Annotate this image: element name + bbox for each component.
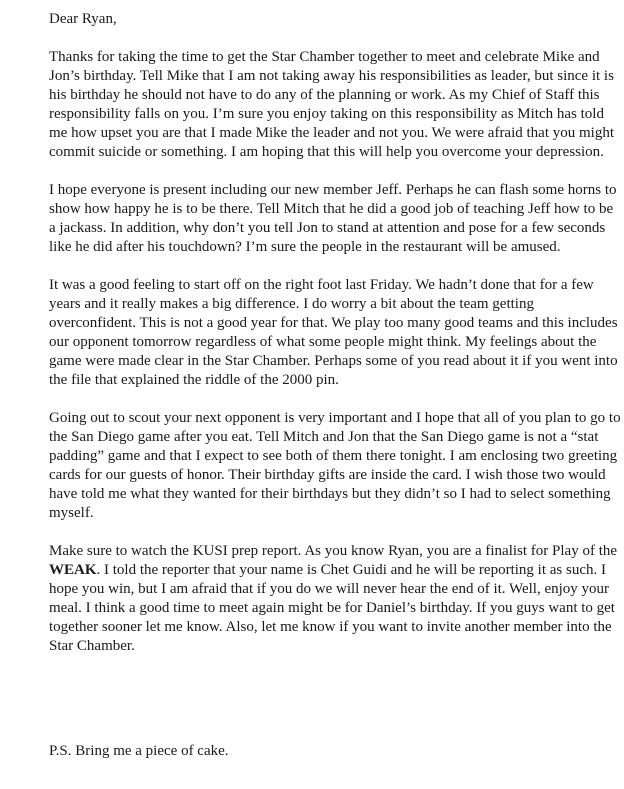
paragraph-5-start: Make sure to watch the KUSI prep report. As you know Ryan, you are a finalist for Play of the: [49, 543, 618, 559]
paragraph-4: Going out to scout your next opponent is very important and I hope that all of you plan to go to the San Diego game after you eat. Tell Mitch and Jon that the San Diego game is not a “stat padding” game and that I expect to see both of them there tonight. I am enclosing two greeting cards for our guests of honor. Their birthday gifts are inside the card. I wish those two would have told me what they wanted for their birthdays but they didn’t so I had to select something myself.: [49, 410, 621, 521]
paragraph-5: [49, 542, 621, 656]
greeting: Dear Ryan,: [49, 11, 117, 27]
paragraph-5-end: . I told the reporter that your name is Chet Guidi and he will be reporting it as such. I hope you win, but I am afraid that if you do we will never hear the end of it. Well, enjoy your meal. I think a good time to meet again might be for Daniel’s birthday. If you guys want to get together sooner let me know. Also, let me know if you want to invite another member into the Star Chamber.: [49, 562, 615, 654]
postscript: P.S. Bring me a piece of cake.: [49, 743, 229, 759]
bold-word: WEAK: [49, 562, 97, 578]
paragraph-3: It was a good feeling to start off on the right foot last Friday. We hadn’t done that for a few years and it really makes a big difference. I do worry a bit about the team getting overconfident. This is not a good year for that. We play too many good teams and this includes our opponent tomorrow regardless of what some people might think. My feelings about the game were made clear in the Star Chamber. Perhaps some of you read about it if you went into the file that explained the riddle of the 2000 pin.: [49, 277, 618, 388]
letter-body: [49, 10, 621, 675]
paragraph-2: I hope everyone is present including our new member Jeff. Perhaps he can flash some horns to show how happy he is to be there. Tell Mitch that he did a good job of teaching Jeff how to be a jackass. In addition, why don’t you tell Jon to stand at attention and pose for a few seconds like he did after his touchdown? I’m sure the people in the restaurant will be amused.: [49, 182, 617, 255]
paragraph-1: Thanks for taking the time to get the Star Chamber together to meet and celebrate Mike and Jon’s birthday. Tell Mike that I am not taking away his responsibilities as leader, but since it is his birthday he should not have to do any of the planning or work. As my Chief of Staff this responsibility falls on you. I’m sure you enjoy taking on this responsibility as Mitch has told me how upset you are that I made Mike the leader and not you. We were afraid that you might commit suicide or something. I am hoping that this will help you overcome your depression.: [49, 49, 615, 160]
